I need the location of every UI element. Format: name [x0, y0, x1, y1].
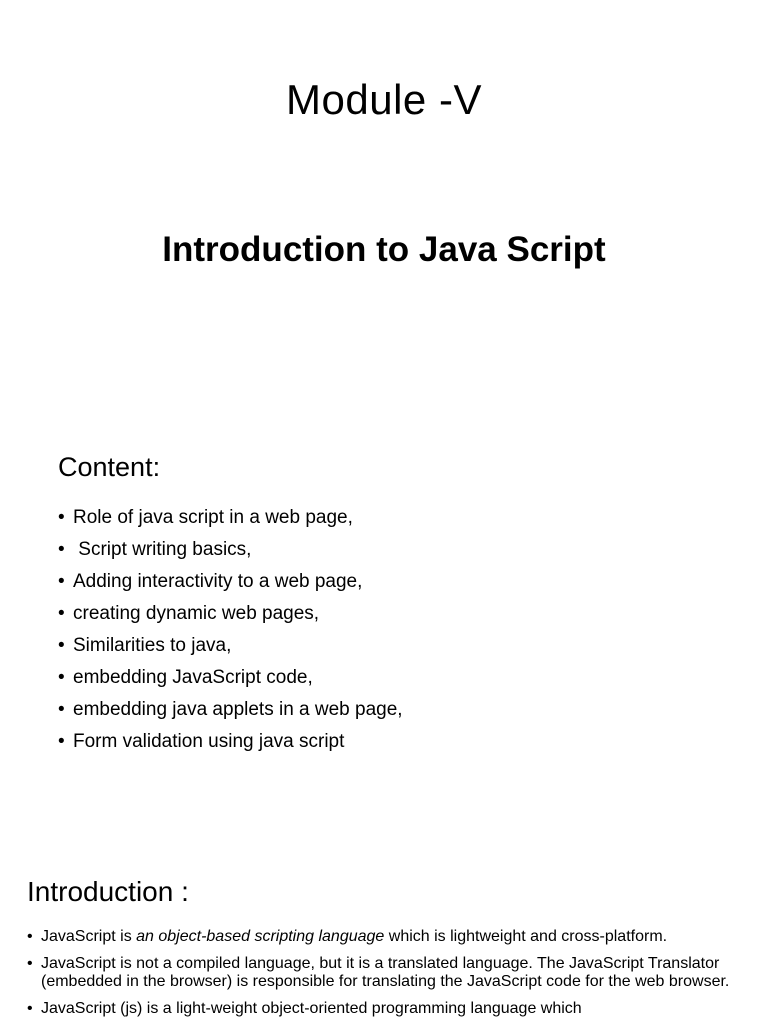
list-item — [27, 928, 749, 947]
list-item — [58, 502, 403, 534]
bullet-icon: • — [27, 954, 33, 972]
bullet-icon: • — [58, 699, 65, 720]
introduction-slide — [0, 850, 768, 1024]
bullet-icon: • — [58, 507, 65, 528]
list-item-text: Form validation using java script — [73, 731, 345, 752]
intro-text: JavaScript is not a compiled language, but it is a translated language. The JavaScript Translator (embedded in the browser) is responsible for translating the JavaScript code for the web browser. — [41, 954, 730, 990]
list-item-text: Similarities to java, — [73, 635, 232, 656]
content-slide — [0, 430, 768, 850]
bullet-icon: • — [58, 539, 65, 560]
list-item — [58, 534, 403, 566]
intro-text-prefix: JavaScript is — [41, 928, 137, 945]
list-item-text: Role of java script in a web page, — [73, 507, 353, 528]
introduction-heading: Introduction : — [27, 876, 189, 907]
list-item-text: Script writing basics, — [73, 539, 252, 560]
list-item — [58, 598, 403, 630]
module-title: Module -V — [286, 76, 482, 123]
list-item-text: creating dynamic web pages, — [73, 603, 320, 624]
list-item — [58, 726, 403, 758]
list-item-text: embedding JavaScript code, — [73, 667, 313, 688]
intro-text-emphasis: an object-based scripting language — [136, 928, 385, 945]
list-item-text: Adding interactivity to a web page, — [73, 571, 363, 592]
intro-text: JavaScript (js) is a light-weight object-oriented programming language which — [41, 999, 582, 1017]
main-title: Introduction to Java Script — [162, 230, 606, 269]
list-item-text: embedding java applets in a web page, — [73, 699, 403, 720]
title-slide — [0, 0, 768, 430]
intro-text-suffix: which is lightweight and cross-platform. — [384, 928, 668, 945]
list-item — [27, 1000, 749, 1019]
content-list — [58, 502, 403, 758]
list-item — [58, 566, 403, 598]
bullet-icon: • — [58, 603, 65, 624]
bullet-icon: • — [27, 999, 33, 1017]
bullet-icon: • — [58, 731, 65, 752]
content-heading: Content: — [58, 452, 161, 482]
bullet-icon: • — [27, 928, 33, 945]
list-item — [58, 662, 403, 694]
bullet-icon: • — [58, 635, 65, 656]
list-item — [58, 630, 403, 662]
list-item — [58, 694, 403, 726]
list-item — [27, 955, 749, 992]
bullet-icon: • — [58, 667, 65, 688]
bullet-icon: • — [58, 571, 65, 592]
introduction-list — [27, 928, 749, 1024]
